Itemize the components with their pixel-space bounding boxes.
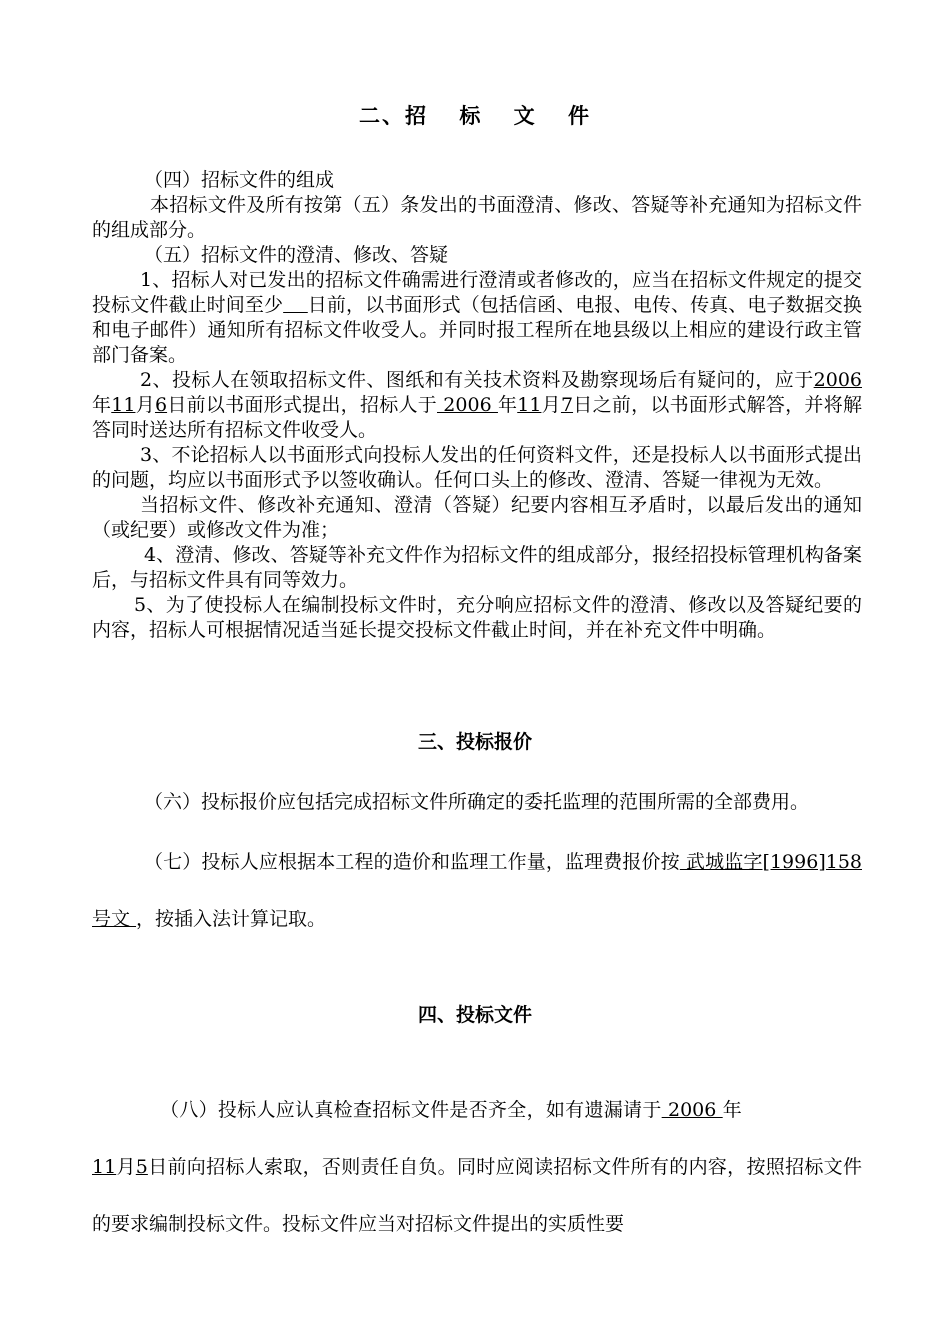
clause-4-body: 本招标文件及所有按第（五）条发出的书面澄清、修改、答疑等补充通知为招标文件的组成部分。 bbox=[92, 194, 862, 241]
section-title-bidding-documents: 二、招 标 文 件 bbox=[359, 104, 591, 128]
clause-5-item-3-note: 当招标文件、修改补充通知、澄清（答疑）纪要内容相互矛盾时，以最后发出的通知（或纪要）或修改文件为准； bbox=[92, 494, 862, 541]
section-bid-price-body bbox=[92, 790, 862, 815]
request-deadline-year: 2006 bbox=[661, 1099, 723, 1121]
clause-5-item-5: 5、为了使投标人在编制投标文件时，充分响应招标文件的澄清、修改以及答疑纪要的内容，招标人可根据情况适当延长提交投标文件截止时间，并在补充文件中明确。 bbox=[92, 594, 862, 641]
question-deadline-year: 2006 bbox=[813, 369, 862, 391]
section-title-bid-documents: 四、投标文件 bbox=[417, 1004, 532, 1026]
clause-5-item-2: 2、投标人在领取招标文件、图纸和有关技术资料及勘察现场后有疑问的，应于2006年11月6日前以书面形式提出，招标人于 2006 年11月7日之前，以书面形式解答，并将解答同时送达所有招标文件收受人。 bbox=[92, 369, 862, 441]
days-blank bbox=[283, 294, 308, 316]
clause-4-heading: （四）招标文件的组成 bbox=[144, 169, 335, 191]
clause-5-heading: （五）招标文件的澄清、修改、答疑 bbox=[144, 244, 449, 266]
clause-6: （六）投标报价应包括完成招标文件所确定的委托监理的范围所需的全部费用。 bbox=[144, 791, 810, 813]
clause-8: （八）投标人应认真检查招标文件是否齐全，如有遗漏请于 2006 年11月5日前向招标人索取，否则责任自负。同时应阅读招标文件所有的内容，按照招标文件的要求编制投标文件。投标文件应当对招标文件提出的实质性要 bbox=[92, 1099, 862, 1235]
clause-5-item-4: 4、澄清、修改、答疑等补充文件作为招标文件的组成部分，报经招投标管理机构备案后，与招标文件具有同等效力。 bbox=[92, 544, 862, 591]
clause-5-item-3: 3、不论招标人以书面形式向投标人发出的任何资料文件，还是投标人以书面形式提出的问题，均应以书面形式予以签收确认。任何口头上的修改、澄清、答疑一律视为无效。 bbox=[92, 444, 862, 491]
answer-deadline-year: 2006 bbox=[437, 394, 498, 416]
clause-7: （七）投标人应根据本工程的造价和监理工作量，监理费报价按 武城监字[1996]158号文 ，按插入法计算记取。 bbox=[92, 851, 862, 930]
clause-5-item-1: 1、招标人对已发出的招标文件确需进行澄清或者修改的，应当在招标文件规定的提交投标文件截止时间至少 日前，以书面形式（包括信函、电报、电传、传真、电子数据交换和电子邮件）通知所有招标文件收受人。并同时报工程所在地县级以上相应的建设行政主管部门备案。 bbox=[92, 269, 862, 366]
question-deadline-month: 11 bbox=[111, 394, 136, 416]
section-bidding-documents-body bbox=[92, 168, 862, 643]
fee-standard-reference: 武城监字[1996]158号文 bbox=[92, 851, 862, 930]
question-deadline-day: 6 bbox=[154, 394, 168, 416]
answer-deadline-month: 11 bbox=[517, 394, 542, 416]
answer-deadline-day: 7 bbox=[560, 394, 574, 416]
section-title-bid-price: 三、投标报价 bbox=[417, 731, 532, 753]
clause-7-block bbox=[92, 834, 862, 948]
section-bid-documents-body bbox=[92, 1082, 862, 1253]
request-deadline-month: 11 bbox=[92, 1156, 117, 1178]
request-deadline-day: 5 bbox=[135, 1156, 148, 1178]
